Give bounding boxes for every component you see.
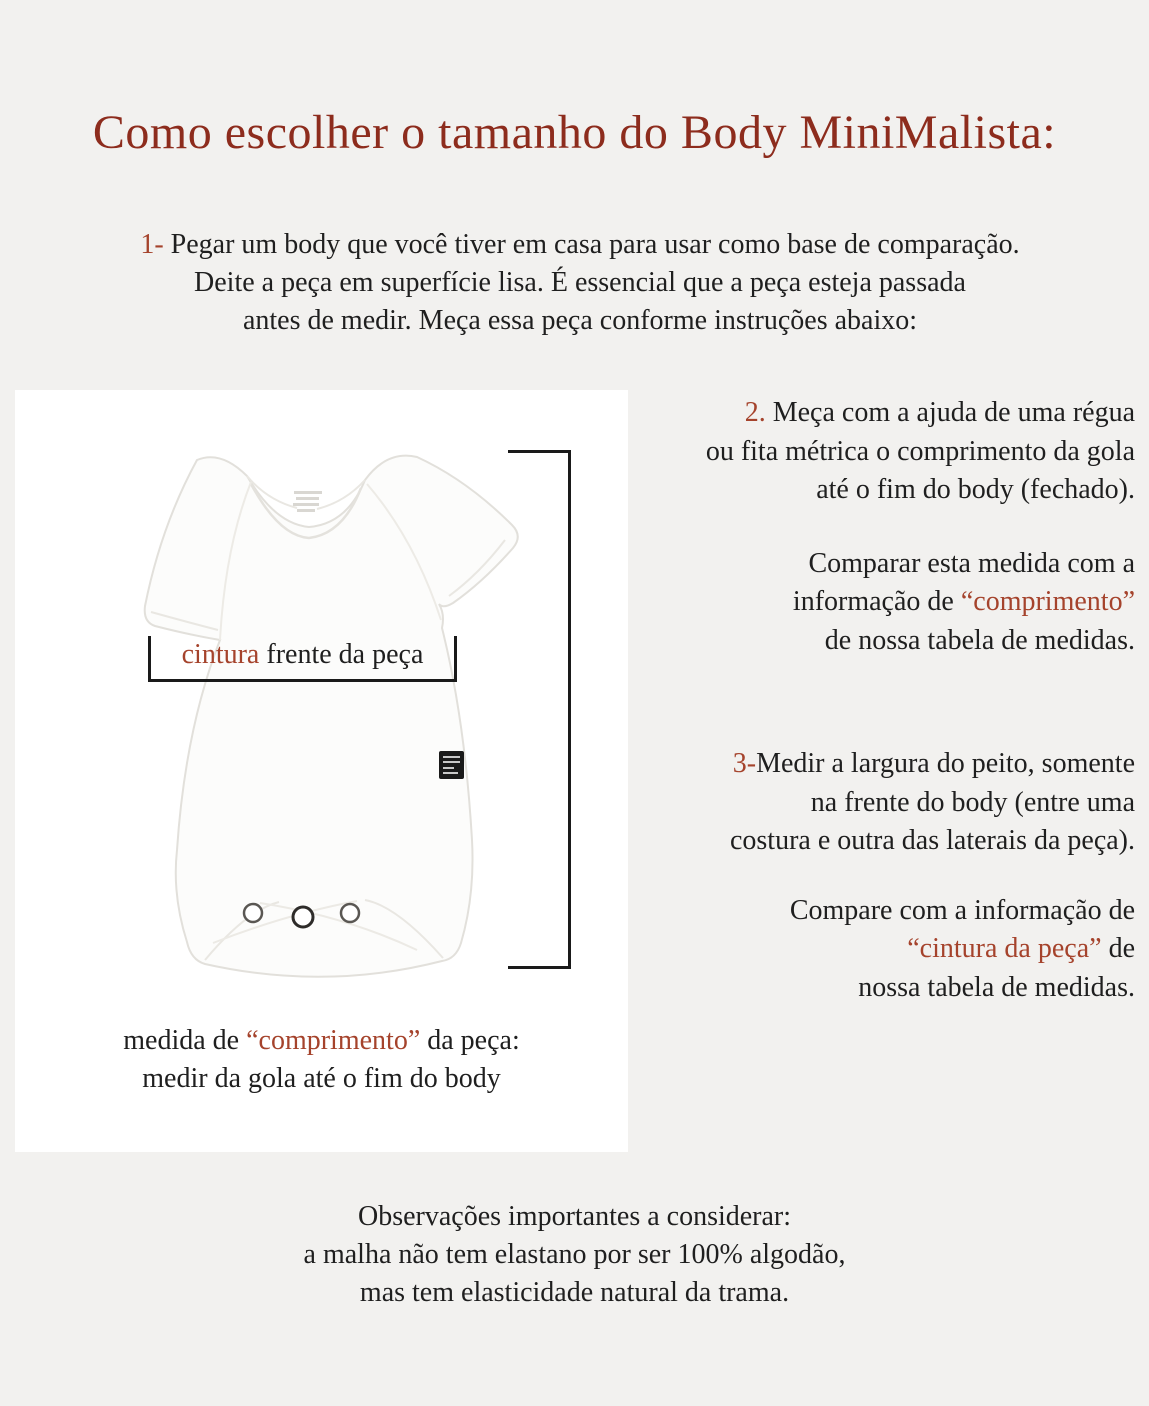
compare-length-text [628, 545, 1135, 661]
compare-length-line-3: de nossa tabela de medidas. [824, 624, 1135, 656]
photo-caption-line-2: medir da gola até o fim do body [142, 1063, 501, 1094]
page-title: Como escolher o tamanho do Body MiniMalista: [92, 106, 1057, 159]
step-3-line-3: costura e outra das laterais da peça). [729, 825, 1135, 856]
compare-waist-line-3: nossa tabela de medidas. [858, 971, 1135, 1003]
notes-line-1: Observações importantes a considerar: [357, 1201, 792, 1232]
notes-line-2: a malha não tem elastano por ser 100% algodão, [303, 1239, 846, 1270]
waist-measure-bracket [148, 636, 457, 682]
notes-line-3: mas tem elasticidade natural da trama. [359, 1277, 790, 1308]
compare-waist-text [628, 892, 1135, 1008]
step-1-line-3: antes de medir. Meça essa peça conforme instruções abaixo: [242, 305, 918, 336]
waist-label-red: cintura [181, 639, 260, 670]
step-1-line-1: 1- Pegar um body que você tiver em casa para usar como base de comparação. [140, 229, 1020, 260]
compare-length-line-1: Comparar esta medida com a [808, 547, 1135, 579]
bodysuit-outline [145, 456, 518, 977]
step-2-line-3: até o fim do body (fechado). [816, 474, 1135, 505]
photo-caption [15, 1022, 628, 1098]
length-measure-bracket [508, 450, 571, 969]
notes-text [0, 1198, 1149, 1312]
step-1-text [55, 226, 1105, 340]
step-2-line-2: ou fita métrica o comprimento da gola [705, 435, 1135, 467]
step-3-number: 3- [732, 748, 757, 779]
step-3-line-2: na frente do body (entre uma [810, 786, 1135, 818]
brand-tag [439, 751, 464, 779]
step-3-text [628, 745, 1135, 861]
compare-waist-line-1: Compare com a informação de [789, 894, 1135, 926]
compare-waist-line-2: “cintura da peça” de [907, 933, 1135, 964]
step-1-line-2: Deite a peça em superfície lisa. É essencial que a peça esteja passada [194, 267, 966, 298]
snap-button [244, 904, 262, 922]
step-1-number: 1- [140, 229, 164, 260]
waist-label-black: frente da peça [259, 639, 424, 670]
step-2-number: 2. [744, 397, 766, 428]
instructions-column [628, 394, 1135, 1007]
compare-length-line-2: informação de “comprimento” [792, 586, 1135, 617]
photo-caption-line-1: medida de “comprimento” da peça: [123, 1025, 520, 1056]
snap-button [293, 907, 313, 927]
product-photo [15, 390, 628, 1152]
step-3-line-1: 3-Medir a largura do peito, somente [732, 748, 1135, 779]
step-2-line-1: 2. Meça com a ajuda de uma régua [744, 397, 1135, 428]
step-2-text [628, 394, 1135, 510]
snap-button [341, 904, 359, 922]
